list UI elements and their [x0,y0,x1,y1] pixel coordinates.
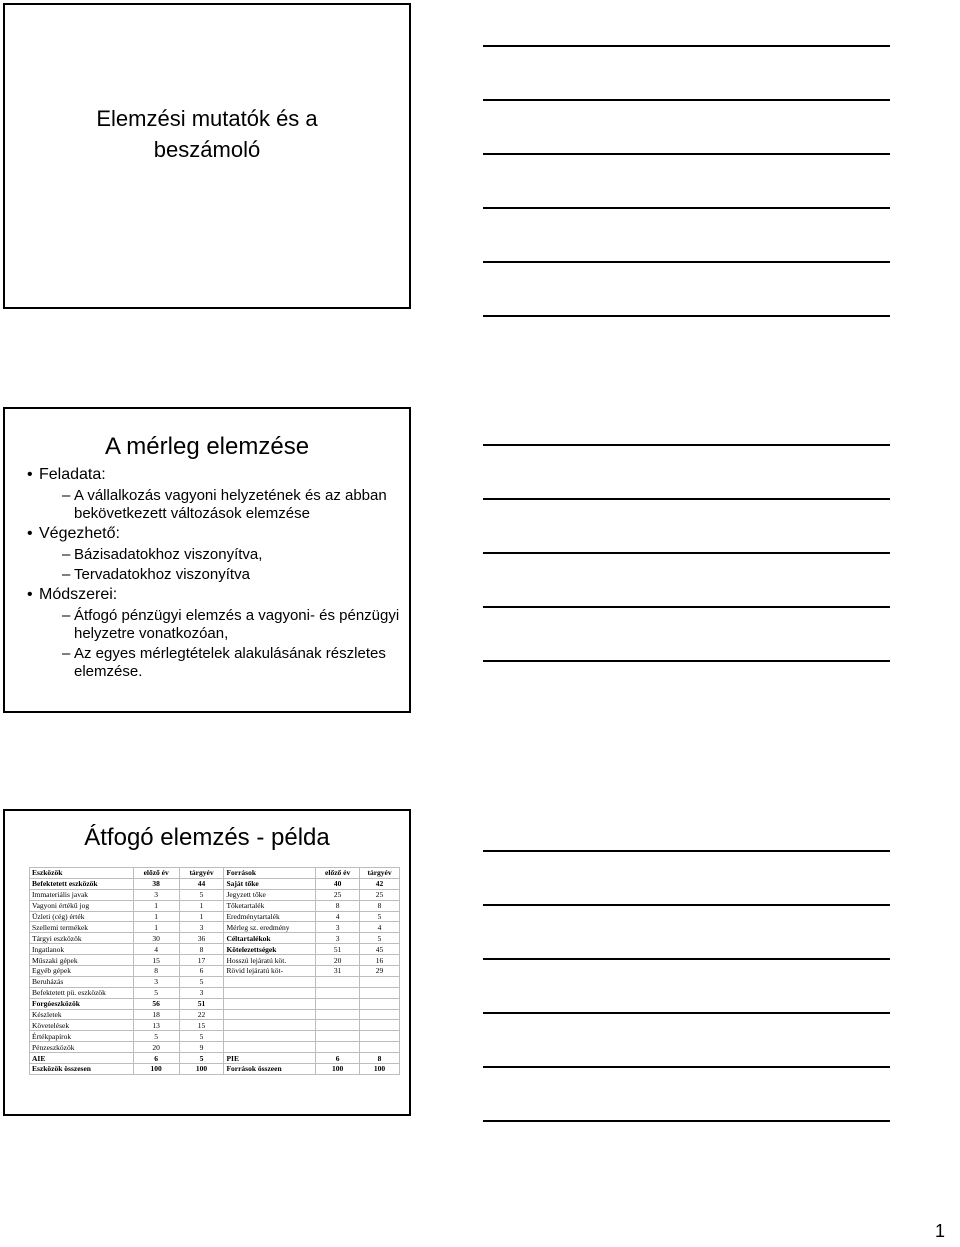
table-cell [316,998,360,1009]
table-cell: 6 [316,1053,360,1064]
header-sources: Források [224,868,316,879]
table-cell: 6 [179,966,224,977]
table-cell: Üzleti (cég) érték [30,911,134,922]
table-cell: Szellemi termékek [30,922,134,933]
note-line [483,1120,890,1122]
table-cell [316,1042,360,1053]
table-cell: 16 [360,955,400,966]
table-cell [224,1042,316,1053]
note-line [483,660,890,662]
table-cell: 3 [316,922,360,933]
table-cell [224,998,316,1009]
table-cell: 9 [179,1042,224,1053]
table-cell [224,1009,316,1020]
table-cell [360,1009,400,1020]
table-row [30,944,400,955]
bullet-item: • Végezhető: [27,524,407,544]
table-cell: 4 [360,922,400,933]
table-cell: Eszközök összesen [30,1064,134,1075]
table-cell: 100 [179,1064,224,1075]
note-line [483,904,890,906]
slide-3-title: Átfogó elemzés - példa [84,824,330,851]
table-cell: 36 [179,933,224,944]
table-cell: Immateriális javak [30,889,134,900]
table-cell: Források összeen [224,1064,316,1075]
slide-2 [3,407,411,713]
table-row [30,1042,400,1053]
table-cell: 3 [316,933,360,944]
table-cell: Eredménytartalék [224,911,316,922]
slide-2-title: A mérleg elemzése [104,433,310,460]
table-cell: Kötelezettségek [224,944,316,955]
table-cell: 5 [179,889,224,900]
note-line [483,444,890,446]
table-cell: 17 [179,955,224,966]
header-current-year: tárgyév [360,868,400,879]
table-cell: 51 [179,998,224,1009]
table-cell: 20 [316,955,360,966]
table-cell: Tárgyi eszközök [30,933,134,944]
table-cell: 31 [316,966,360,977]
table-row [30,1064,400,1075]
table-cell [316,987,360,998]
table-cell: 56 [133,998,179,1009]
table-cell: Forgóeszközök [30,998,134,1009]
table-cell: 8 [360,900,400,911]
table-cell: Értékpapírok [30,1031,134,1042]
bullet-item: • Feladata: [27,465,407,485]
table-cell: 5 [133,987,179,998]
table-cell: 8 [316,900,360,911]
note-line [483,958,890,960]
sub-bullet-item: – Bázisadatokhoz viszonyítva, [27,546,407,564]
note-line [483,1012,890,1014]
table-cell: 20 [133,1042,179,1053]
sub-bullet-item: – A vállalkozás vagyoni helyzetének és az abban bekövetkezett változások elemzése [27,487,407,523]
table-cell: Ingatlanok [30,944,134,955]
table-cell: 1 [179,900,224,911]
table-cell: 3 [133,889,179,900]
table-row [30,933,400,944]
table-cell: 3 [179,987,224,998]
table-row [30,878,400,889]
table-cell [360,1031,400,1042]
table-cell: 38 [133,878,179,889]
table-cell: 6 [133,1053,179,1064]
table-cell: 1 [133,922,179,933]
table-cell [360,998,400,1009]
table-cell [224,1020,316,1031]
table-cell [224,976,316,987]
note-line [483,498,890,500]
table-cell: AIE [30,1053,134,1064]
table-cell: 5 [179,1031,224,1042]
table-cell: Vagyoni értékű jog [30,900,134,911]
sub-bullet-item: – Átfogó pénzügyi elemzés a vagyoni- és pénzügyi helyzetre vonatkozóan, [27,607,407,643]
table-cell [360,1042,400,1053]
bullet-item: • Módszerei: [27,585,407,605]
table-cell: 1 [179,911,224,922]
table-cell: 15 [133,955,179,966]
slide-1-title-line-1: Elemzési mutatók és a [96,106,318,131]
table-cell [360,976,400,987]
table-row [30,1031,400,1042]
table-row [30,1053,400,1064]
header-prev-year: előző év [316,868,360,879]
table-cell: 29 [360,966,400,977]
table-header-row [30,868,400,879]
table-cell: 8 [179,944,224,955]
table-row [30,955,400,966]
table-cell: 1 [133,911,179,922]
table-row [30,966,400,977]
table-cell: 44 [179,878,224,889]
note-line [483,850,890,852]
table-cell: Befektetett eszközök [30,878,134,889]
table-cell: 45 [360,944,400,955]
table-cell: 5 [360,911,400,922]
table-cell: 5 [133,1031,179,1042]
table-row [30,987,400,998]
table-row [30,1009,400,1020]
table-cell: 3 [179,922,224,933]
table-cell: 4 [316,911,360,922]
table-cell: 5 [360,933,400,944]
table-cell: 5 [179,976,224,987]
table-cell: 1 [133,900,179,911]
table-cell: Mérleg sz. eredmény [224,922,316,933]
header-assets: Eszközök [30,868,134,879]
slide-1 [3,3,411,309]
table-cell: Saját tőke [224,878,316,889]
table-cell: 100 [360,1064,400,1075]
table-cell [360,987,400,998]
sub-bullet-item: – Tervadatokhoz viszonyítva [27,566,407,584]
note-line [483,99,890,101]
table-cell [224,987,316,998]
slide-3 [3,809,411,1116]
table-cell: 100 [316,1064,360,1075]
table-cell: 18 [133,1009,179,1020]
table-cell [316,1031,360,1042]
note-line [483,45,890,47]
table-cell: 22 [179,1009,224,1020]
note-line [483,207,890,209]
note-line [483,153,890,155]
table-cell: PIE [224,1053,316,1064]
table-cell: Jegyzett tőke [224,889,316,900]
table-cell: Egyéb gépek [30,966,134,977]
table-cell: Rövid lejáratú köt- [224,966,316,977]
table-cell: 40 [316,878,360,889]
note-line [483,552,890,554]
table-cell: 4 [133,944,179,955]
table-cell: Készletek [30,1009,134,1020]
table-cell [316,1009,360,1020]
header-current-year: tárgyév [179,868,224,879]
table-cell: 5 [179,1053,224,1064]
sub-bullet-item: – Az egyes mérlegtételek alakulásának részletes elemzése. [27,645,407,681]
note-line [483,261,890,263]
table-cell: Befektetett pü. eszközök [30,987,134,998]
table-cell: Beruházás [30,976,134,987]
slide-1-title [5,103,409,165]
table-cell: 25 [316,889,360,900]
table-row [30,911,400,922]
table-cell [360,1020,400,1031]
table-row [30,1020,400,1031]
table-cell: Céltartalékok [224,933,316,944]
table-cell: Követelések [30,1020,134,1031]
header-prev-year: előző év [133,868,179,879]
table-row [30,889,400,900]
bullet-list [27,464,407,681]
table-row [30,900,400,911]
table-cell: Hosszú lejáratú köt. [224,955,316,966]
note-line [483,315,890,317]
table-cell [316,976,360,987]
table-cell: Tőketartalék [224,900,316,911]
balance-sheet-table [29,867,400,1075]
table-cell [224,1031,316,1042]
table-cell: 51 [316,944,360,955]
table-cell: 42 [360,878,400,889]
table-row [30,976,400,987]
table-cell: 13 [133,1020,179,1031]
table-cell: 100 [133,1064,179,1075]
table-row [30,922,400,933]
table-cell: 25 [360,889,400,900]
table-cell: Műszaki gépek [30,955,134,966]
table-cell: Pénzeszközök [30,1042,134,1053]
table-cell: 30 [133,933,179,944]
table-cell: 15 [179,1020,224,1031]
table-cell: 3 [133,976,179,987]
table-row [30,998,400,1009]
table-cell: 8 [360,1053,400,1064]
table-cell [316,1020,360,1031]
note-line [483,606,890,608]
note-line [483,1066,890,1068]
page-number: 1 [935,1221,946,1241]
slide-1-title-line-2: beszámoló [153,137,261,162]
table-cell: 8 [133,966,179,977]
